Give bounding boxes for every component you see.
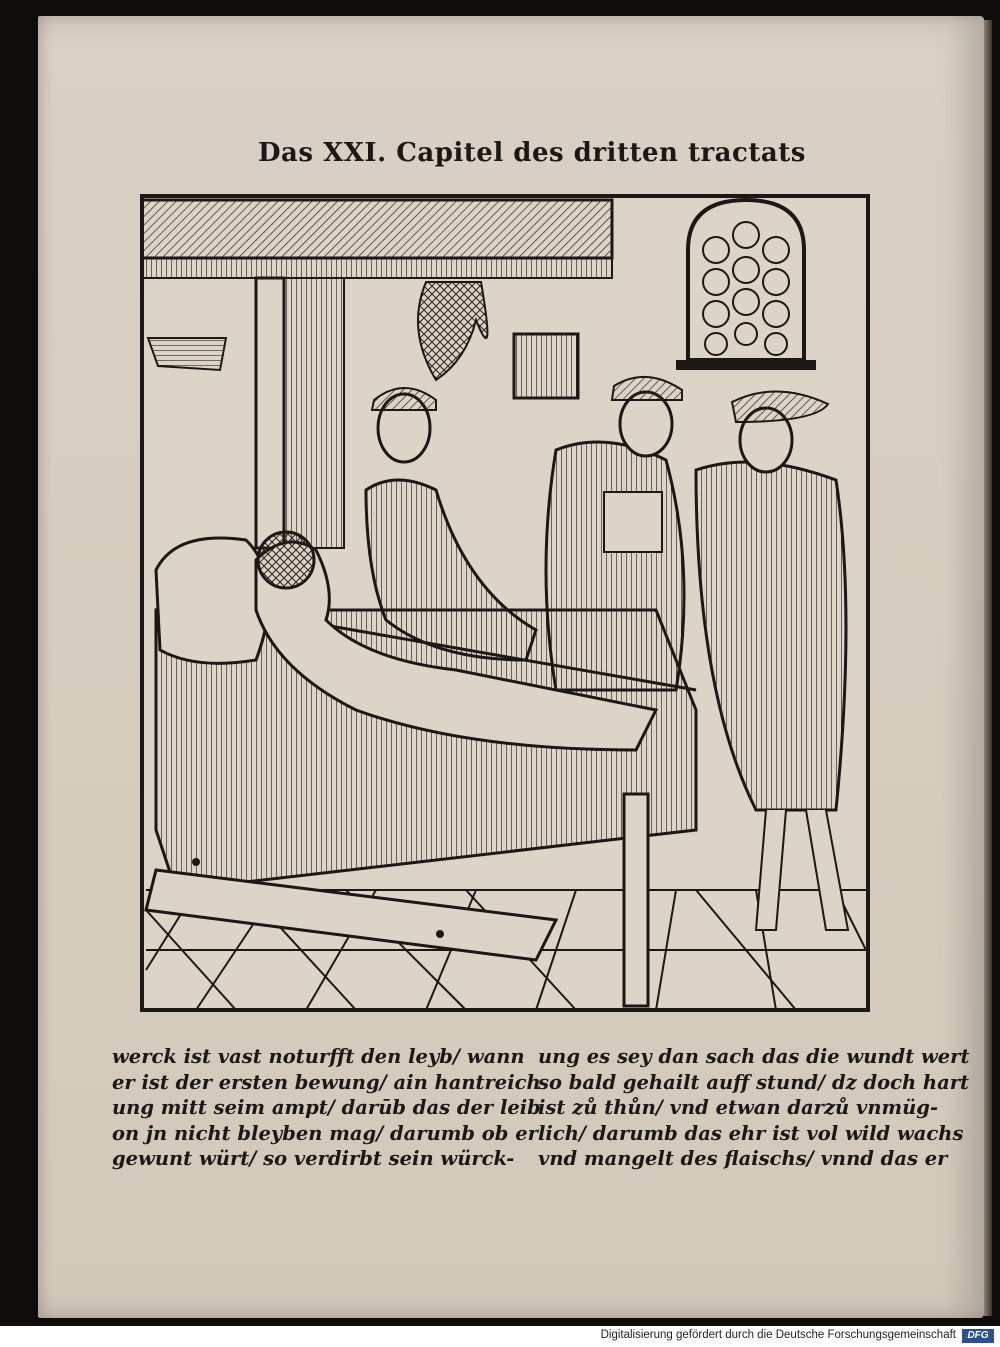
footer-credit: Digitalisierung gefördert durch die Deutsche Forschungsgemeinschaft <box>600 1329 956 1341</box>
footer-bar <box>0 1326 1000 1347</box>
text-line: gewunt würt/ so verdirbt sein würck- <box>112 1147 515 1170</box>
page-edge <box>984 20 992 1316</box>
text-line: er ist der ersten bewung/ ain hantreich <box>112 1070 541 1094</box>
text-column-right <box>538 1044 970 1172</box>
text-line: ist zů thůn/ vnd etwan darzů vnmüg- <box>538 1096 939 1119</box>
text-line: lich/ darumb das ehr ist vol wild wachs <box>538 1121 964 1145</box>
text-column-left <box>112 1044 541 1172</box>
text-line: on jn nicht bleyben mag/ darumb ob er <box>112 1121 538 1145</box>
text-line: vnd mangelt des flaischs/ vnnd das er <box>538 1147 948 1170</box>
text-line: werck ist vast noturfft den leyb/ wann <box>112 1045 525 1068</box>
dfg-logo: DFG <box>962 1329 994 1343</box>
text-line: ung mitt seim ampt/ darūb das der leib <box>112 1096 541 1119</box>
text-line: ung es sey dan sach das die wundt wert <box>538 1045 970 1068</box>
text-line: so bald gehailt auff stund/ dz doch hart <box>538 1070 970 1094</box>
woodcut-illustration <box>136 190 874 1016</box>
chapter-heading: Das XXI. Capitel des dritten tractats <box>258 138 806 168</box>
